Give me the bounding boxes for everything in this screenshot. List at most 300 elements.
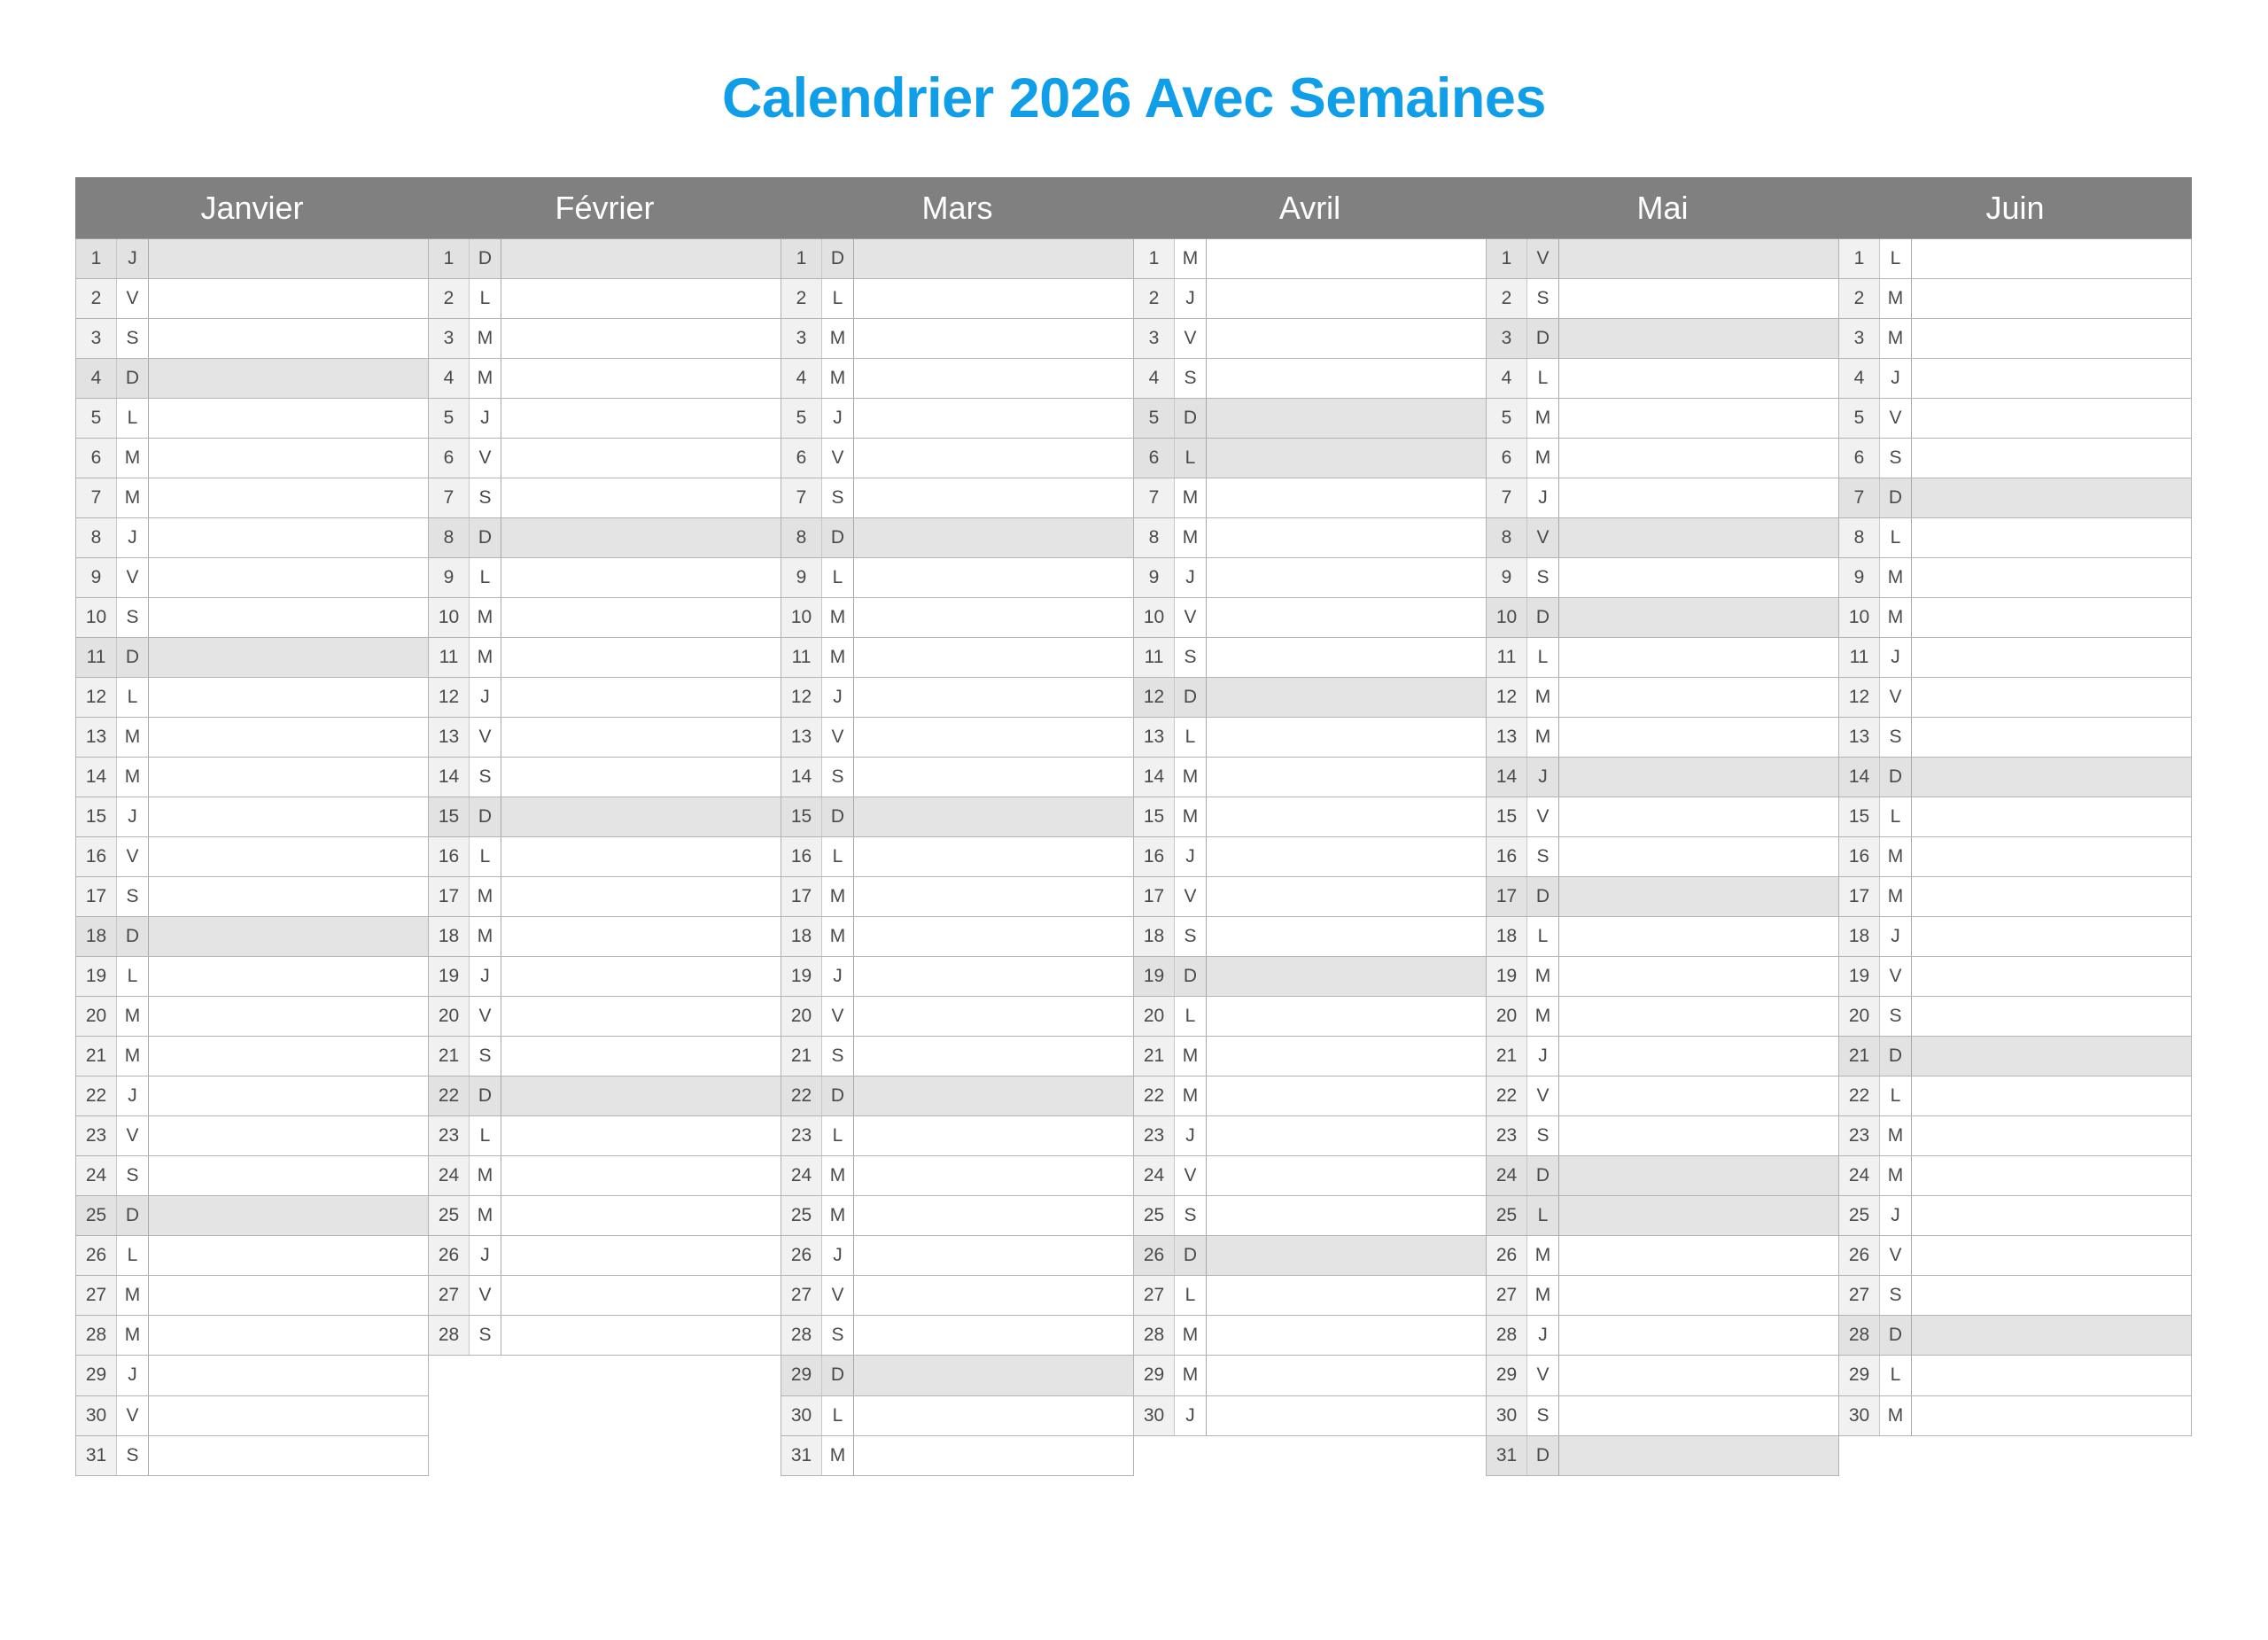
weekday-letter: S (822, 478, 854, 518)
note-cell[interactable] (854, 1156, 1134, 1196)
note-cell[interactable] (1912, 1156, 2192, 1196)
day-number: 6 (1134, 439, 1175, 478)
note-cell[interactable] (501, 1076, 781, 1116)
weekday-letter: J (470, 1236, 501, 1276)
weekday-letter: M (470, 917, 501, 957)
calendar-row (76, 1276, 2192, 1316)
note-cell[interactable] (149, 917, 429, 957)
calendar-row (76, 997, 2192, 1037)
day-number: 19 (76, 957, 117, 997)
note-cell[interactable] (1207, 279, 1487, 319)
note-cell[interactable] (854, 1395, 1134, 1435)
note-cell[interactable] (854, 1276, 1134, 1316)
note-cell[interactable] (1559, 638, 1839, 678)
note-cell[interactable] (501, 957, 781, 997)
empty-cell (470, 1435, 501, 1476)
note-cell[interactable] (1912, 399, 2192, 439)
weekday-letter: J (822, 957, 854, 997)
day-number: 29 (76, 1356, 117, 1396)
note-cell[interactable] (149, 1037, 429, 1076)
note-cell[interactable] (1207, 1076, 1487, 1116)
day-number: 29 (781, 1356, 822, 1396)
note-cell[interactable] (1207, 399, 1487, 439)
note-cell[interactable] (1207, 359, 1487, 399)
day-number: 5 (429, 399, 470, 439)
weekday-letter: J (470, 399, 501, 439)
day-number: 28 (76, 1316, 117, 1356)
weekday-letter: L (1880, 518, 1912, 558)
weekday-letter: M (1880, 279, 1912, 319)
note-cell[interactable] (1559, 1037, 1839, 1076)
note-cell[interactable] (501, 558, 781, 598)
note-cell[interactable] (854, 518, 1134, 558)
weekday-letter: M (117, 1037, 149, 1076)
note-cell[interactable] (1559, 598, 1839, 638)
note-cell[interactable] (854, 598, 1134, 638)
note-cell[interactable] (1559, 1316, 1839, 1356)
note-cell[interactable] (1559, 837, 1839, 877)
note-cell[interactable] (1559, 718, 1839, 758)
note-cell[interactable] (1912, 359, 2192, 399)
day-number: 13 (76, 718, 117, 758)
note-cell[interactable] (854, 957, 1134, 997)
note-cell[interactable] (1559, 877, 1839, 917)
note-cell[interactable] (1912, 518, 2192, 558)
day-number: 4 (1487, 359, 1527, 399)
weekday-letter: M (1527, 997, 1559, 1037)
note-cell[interactable] (501, 279, 781, 319)
note-cell[interactable] (149, 1196, 429, 1236)
note-cell[interactable] (149, 518, 429, 558)
calendar-row (76, 877, 2192, 917)
calendar-row (76, 957, 2192, 997)
day-number: 7 (781, 478, 822, 518)
note-cell[interactable] (1912, 1395, 2192, 1435)
note-cell[interactable] (854, 797, 1134, 837)
weekday-letter: J (117, 1356, 149, 1396)
day-number: 10 (1134, 598, 1175, 638)
note-cell[interactable] (1912, 1356, 2192, 1396)
weekday-letter: S (1880, 1276, 1912, 1316)
day-number: 2 (781, 279, 822, 319)
note-cell[interactable] (1559, 797, 1839, 837)
note-cell[interactable] (1207, 1116, 1487, 1156)
note-cell[interactable] (501, 399, 781, 439)
day-number: 4 (1134, 359, 1175, 399)
note-cell[interactable] (1207, 997, 1487, 1037)
note-cell[interactable] (501, 718, 781, 758)
note-cell[interactable] (1912, 1316, 2192, 1356)
day-number: 5 (1487, 399, 1527, 439)
weekday-letter: D (1527, 877, 1559, 917)
weekday-letter: V (1880, 678, 1912, 718)
note-cell[interactable] (1207, 1356, 1487, 1396)
note-cell[interactable] (1207, 439, 1487, 478)
note-cell[interactable] (149, 1156, 429, 1196)
note-cell[interactable] (1207, 478, 1487, 518)
note-cell[interactable] (854, 877, 1134, 917)
calendar-body (76, 239, 2192, 1476)
note-cell[interactable] (149, 1236, 429, 1276)
note-cell[interactable] (149, 478, 429, 518)
note-cell[interactable] (501, 997, 781, 1037)
day-number: 2 (1487, 279, 1527, 319)
day-number: 11 (1487, 638, 1527, 678)
note-cell[interactable] (149, 638, 429, 678)
weekday-letter: L (822, 1116, 854, 1156)
day-number: 2 (1134, 279, 1175, 319)
note-cell[interactable] (1207, 518, 1487, 558)
note-cell[interactable] (854, 758, 1134, 797)
note-cell[interactable] (854, 239, 1134, 279)
note-cell[interactable] (501, 478, 781, 518)
note-cell[interactable] (501, 678, 781, 718)
weekday-letter: M (470, 1156, 501, 1196)
note-cell[interactable] (854, 1356, 1134, 1396)
note-cell[interactable] (1912, 319, 2192, 359)
weekday-letter: M (1880, 319, 1912, 359)
note-cell[interactable] (501, 917, 781, 957)
note-cell[interactable] (854, 359, 1134, 399)
weekday-letter: S (1527, 1116, 1559, 1156)
calendar-row (76, 1076, 2192, 1116)
note-cell[interactable] (854, 638, 1134, 678)
note-cell[interactable] (1912, 1076, 2192, 1116)
note-cell[interactable] (1559, 678, 1839, 718)
note-cell[interactable] (1559, 1435, 1839, 1476)
day-number: 21 (1487, 1037, 1527, 1076)
day-number: 15 (781, 797, 822, 837)
empty-cell (429, 1395, 470, 1435)
note-cell[interactable] (854, 439, 1134, 478)
note-cell[interactable] (149, 1356, 429, 1396)
note-cell[interactable] (854, 1435, 1134, 1476)
weekday-letter: D (1880, 758, 1912, 797)
empty-cell (429, 1356, 470, 1396)
note-cell[interactable] (1912, 1037, 2192, 1076)
weekday-letter: J (1880, 1196, 1912, 1236)
note-cell[interactable] (1912, 718, 2192, 758)
note-cell[interactable] (1207, 1156, 1487, 1196)
note-cell[interactable] (149, 1395, 429, 1435)
note-cell[interactable] (1912, 877, 2192, 917)
note-cell[interactable] (854, 319, 1134, 359)
note-cell[interactable] (1559, 239, 1839, 279)
note-cell[interactable] (149, 359, 429, 399)
weekday-letter: D (822, 797, 854, 837)
day-number: 4 (76, 359, 117, 399)
note-cell[interactable] (1207, 1196, 1487, 1236)
note-cell[interactable] (1559, 439, 1839, 478)
calendar-table (75, 177, 2192, 1476)
note-cell[interactable] (1912, 678, 2192, 718)
note-cell[interactable] (1559, 1116, 1839, 1156)
weekday-letter: S (1175, 917, 1207, 957)
note-cell[interactable] (1207, 319, 1487, 359)
day-number: 30 (781, 1395, 822, 1435)
day-number: 6 (781, 439, 822, 478)
calendar-row (76, 1316, 2192, 1356)
note-cell[interactable] (854, 678, 1134, 718)
note-cell[interactable] (501, 1236, 781, 1276)
day-number: 20 (76, 997, 117, 1037)
note-cell[interactable] (1559, 518, 1839, 558)
note-cell[interactable] (501, 439, 781, 478)
day-number: 3 (429, 319, 470, 359)
weekday-letter: J (1527, 1037, 1559, 1076)
note-cell[interactable] (1559, 399, 1839, 439)
note-cell[interactable] (1912, 997, 2192, 1037)
note-cell[interactable] (1559, 758, 1839, 797)
note-cell[interactable] (1207, 957, 1487, 997)
note-cell[interactable] (1559, 359, 1839, 399)
note-cell[interactable] (501, 1156, 781, 1196)
note-cell[interactable] (149, 1435, 429, 1476)
note-cell[interactable] (854, 1116, 1134, 1156)
weekday-letter: V (822, 718, 854, 758)
day-number: 30 (76, 1395, 117, 1435)
note-cell[interactable] (854, 1316, 1134, 1356)
weekday-letter: S (117, 1156, 149, 1196)
day-number: 8 (1839, 518, 1880, 558)
calendar-row (76, 917, 2192, 957)
note-cell[interactable] (501, 758, 781, 797)
note-cell[interactable] (1207, 239, 1487, 279)
note-cell[interactable] (149, 877, 429, 917)
note-cell[interactable] (149, 1316, 429, 1356)
weekday-letter: V (470, 718, 501, 758)
note-cell[interactable] (1559, 917, 1839, 957)
note-cell[interactable] (1559, 478, 1839, 518)
weekday-letter: V (1880, 399, 1912, 439)
note-cell[interactable] (1207, 917, 1487, 957)
note-cell[interactable] (854, 1196, 1134, 1236)
weekday-letter: L (1527, 638, 1559, 678)
note-cell[interactable] (854, 997, 1134, 1037)
note-cell[interactable] (149, 279, 429, 319)
day-number: 18 (781, 917, 822, 957)
note-cell[interactable] (1559, 1356, 1839, 1396)
weekday-letter: V (822, 1276, 854, 1316)
note-cell[interactable] (1207, 837, 1487, 877)
note-cell[interactable] (149, 718, 429, 758)
note-cell[interactable] (1912, 279, 2192, 319)
note-cell[interactable] (149, 678, 429, 718)
note-cell[interactable] (1559, 1156, 1839, 1196)
note-cell[interactable] (501, 1316, 781, 1356)
weekday-letter: J (1175, 1395, 1207, 1435)
note-cell[interactable] (501, 319, 781, 359)
note-cell[interactable] (1912, 638, 2192, 678)
weekday-letter: V (1527, 1076, 1559, 1116)
note-cell[interactable] (1207, 797, 1487, 837)
day-number: 16 (1134, 837, 1175, 877)
note-cell[interactable] (501, 638, 781, 678)
day-number: 25 (781, 1196, 822, 1236)
day-number: 1 (1839, 239, 1880, 279)
note-cell[interactable] (149, 1116, 429, 1156)
note-cell[interactable] (1912, 439, 2192, 478)
day-number: 27 (1134, 1276, 1175, 1316)
weekday-letter: M (117, 758, 149, 797)
note-cell[interactable] (1912, 758, 2192, 797)
weekday-letter: V (470, 1276, 501, 1316)
note-cell[interactable] (1912, 917, 2192, 957)
weekday-letter: D (117, 917, 149, 957)
page-title: Calendrier 2026 Avec Semaines (722, 67, 1546, 130)
day-number: 19 (1487, 957, 1527, 997)
note-cell[interactable] (1207, 558, 1487, 598)
note-cell[interactable] (1559, 1236, 1839, 1276)
note-cell[interactable] (1912, 1236, 2192, 1276)
weekday-letter: M (1175, 1356, 1207, 1396)
note-cell[interactable] (1207, 598, 1487, 638)
day-number: 12 (1134, 678, 1175, 718)
note-cell[interactable] (1207, 1316, 1487, 1356)
calendar-row (76, 1356, 2192, 1396)
note-cell[interactable] (501, 1116, 781, 1156)
note-cell[interactable] (149, 1076, 429, 1116)
weekday-letter: M (822, 638, 854, 678)
day-number: 24 (1487, 1156, 1527, 1196)
day-number: 9 (1839, 558, 1880, 598)
day-number: 8 (76, 518, 117, 558)
note-cell[interactable] (1207, 758, 1487, 797)
month-header-mai: Mai (1487, 178, 1839, 239)
note-cell[interactable] (501, 837, 781, 877)
note-cell[interactable] (1207, 1276, 1487, 1316)
weekday-letter: J (470, 957, 501, 997)
note-cell[interactable] (1559, 558, 1839, 598)
calendar-row (76, 638, 2192, 678)
note-cell[interactable] (1207, 678, 1487, 718)
note-cell[interactable] (149, 558, 429, 598)
day-number: 19 (781, 957, 822, 997)
note-cell[interactable] (1912, 598, 2192, 638)
note-cell[interactable] (854, 917, 1134, 957)
weekday-letter: V (1175, 598, 1207, 638)
note-cell[interactable] (501, 518, 781, 558)
note-cell[interactable] (1912, 1276, 2192, 1316)
note-cell[interactable] (149, 837, 429, 877)
note-cell[interactable] (854, 718, 1134, 758)
note-cell[interactable] (149, 439, 429, 478)
day-number: 16 (429, 837, 470, 877)
note-cell[interactable] (1207, 1236, 1487, 1276)
note-cell[interactable] (1559, 1196, 1839, 1236)
weekday-letter: D (1527, 319, 1559, 359)
note-cell[interactable] (501, 877, 781, 917)
day-number: 14 (429, 758, 470, 797)
day-number: 27 (429, 1276, 470, 1316)
note-cell[interactable] (1207, 1395, 1487, 1435)
note-cell[interactable] (854, 1037, 1134, 1076)
note-cell[interactable] (149, 1276, 429, 1316)
note-cell[interactable] (501, 1276, 781, 1316)
note-cell[interactable] (149, 797, 429, 837)
note-cell[interactable] (1912, 1196, 2192, 1236)
note-cell[interactable] (854, 399, 1134, 439)
day-number: 14 (76, 758, 117, 797)
note-cell[interactable] (149, 319, 429, 359)
note-cell[interactable] (149, 399, 429, 439)
weekday-letter: M (1880, 598, 1912, 638)
note-cell[interactable] (149, 598, 429, 638)
note-cell[interactable] (1559, 279, 1839, 319)
note-cell[interactable] (1559, 957, 1839, 997)
day-number: 5 (1839, 399, 1880, 439)
note-cell[interactable] (854, 279, 1134, 319)
note-cell[interactable] (854, 1076, 1134, 1116)
day-number: 27 (76, 1276, 117, 1316)
note-cell[interactable] (1912, 837, 2192, 877)
note-cell[interactable] (149, 239, 429, 279)
weekday-letter: L (1880, 797, 1912, 837)
weekday-letter: L (470, 279, 501, 319)
day-number: 17 (1839, 877, 1880, 917)
day-number: 3 (1839, 319, 1880, 359)
note-cell[interactable] (501, 598, 781, 638)
weekday-letter: L (470, 558, 501, 598)
day-number: 12 (429, 678, 470, 718)
weekday-letter: J (1527, 1316, 1559, 1356)
day-number: 23 (76, 1116, 117, 1156)
note-cell[interactable] (854, 478, 1134, 518)
note-cell[interactable] (501, 1037, 781, 1076)
note-cell[interactable] (501, 359, 781, 399)
note-cell[interactable] (501, 239, 781, 279)
note-cell[interactable] (149, 957, 429, 997)
note-cell[interactable] (1912, 797, 2192, 837)
day-number: 23 (1487, 1116, 1527, 1156)
note-cell[interactable] (1912, 558, 2192, 598)
day-number: 15 (1839, 797, 1880, 837)
weekday-letter: M (117, 439, 149, 478)
day-number: 3 (1134, 319, 1175, 359)
note-cell[interactable] (1912, 239, 2192, 279)
note-cell[interactable] (1912, 1116, 2192, 1156)
note-cell[interactable] (1559, 1276, 1839, 1316)
note-cell[interactable] (1207, 1037, 1487, 1076)
weekday-letter: D (117, 1196, 149, 1236)
note-cell[interactable] (1559, 1395, 1839, 1435)
note-cell[interactable] (149, 758, 429, 797)
calendar-row (76, 1156, 2192, 1196)
day-number: 25 (76, 1196, 117, 1236)
note-cell[interactable] (1559, 997, 1839, 1037)
day-number: 31 (781, 1435, 822, 1476)
note-cell[interactable] (854, 558, 1134, 598)
note-cell[interactable] (501, 797, 781, 837)
note-cell[interactable] (1207, 718, 1487, 758)
note-cell[interactable] (1207, 877, 1487, 917)
note-cell[interactable] (1559, 1076, 1839, 1116)
note-cell[interactable] (1559, 319, 1839, 359)
calendar-row (76, 319, 2192, 359)
note-cell[interactable] (854, 837, 1134, 877)
note-cell[interactable] (1207, 638, 1487, 678)
weekday-letter: M (470, 638, 501, 678)
day-number: 7 (76, 478, 117, 518)
weekday-letter: L (822, 279, 854, 319)
note-cell[interactable] (501, 1196, 781, 1236)
note-cell[interactable] (1912, 478, 2192, 518)
note-cell[interactable] (854, 1236, 1134, 1276)
note-cell[interactable] (149, 997, 429, 1037)
note-cell[interactable] (1912, 957, 2192, 997)
weekday-letter: J (1175, 279, 1207, 319)
day-number: 8 (1487, 518, 1527, 558)
